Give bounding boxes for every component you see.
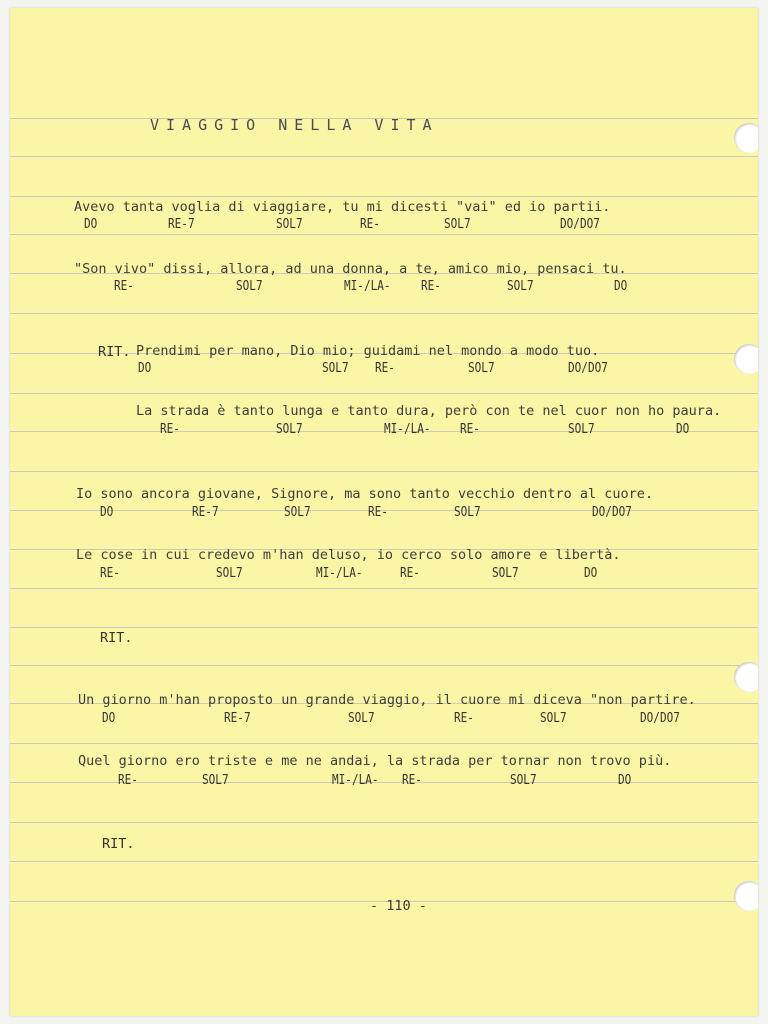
- chord: MI-/LA-: [384, 422, 431, 437]
- chord: RE-: [368, 505, 388, 520]
- chord: MI-/LA-: [344, 279, 391, 294]
- chord-row: [10, 711, 758, 729]
- page-number: - 110 -: [370, 898, 427, 914]
- binder-hole: [734, 662, 758, 692]
- chord: DO/DO7: [560, 217, 600, 232]
- chord: DO: [138, 361, 152, 376]
- binder-hole: [734, 123, 758, 153]
- chord: SOL7: [202, 773, 229, 788]
- chord-row: [10, 566, 758, 584]
- chord: SOL7: [540, 711, 567, 726]
- chord: SOL7: [510, 773, 537, 788]
- chord: RE-: [375, 361, 395, 376]
- chord: SOL7: [568, 422, 595, 437]
- lyric-line: Prendimi per mano, Dio mio; guidami nel mondo a modo tuo.: [136, 343, 600, 359]
- chord: DO: [102, 711, 116, 726]
- chord: SOL7: [276, 217, 303, 232]
- ruled-line: [10, 196, 758, 197]
- chord: DO: [100, 505, 114, 520]
- chord: DO: [676, 422, 690, 437]
- lyric-line: Avevo tanta voglia di viaggiare, tu mi dicesti "vai" ed io partii.: [74, 199, 611, 215]
- chord: RE-: [160, 422, 180, 437]
- chord-row: [10, 773, 758, 791]
- chord: SOL7: [236, 279, 263, 294]
- chord: DO/DO7: [592, 505, 632, 520]
- chord: DO: [84, 217, 98, 232]
- chord: RE-: [118, 773, 138, 788]
- refrain-label: RIT.: [98, 344, 131, 360]
- chord: DO/DO7: [640, 711, 680, 726]
- chord: RE-7: [192, 505, 219, 520]
- song-sheet: [10, 8, 758, 1016]
- refrain-marker: RIT.: [100, 630, 133, 646]
- ruled-line: [10, 471, 758, 472]
- refrain-marker: RIT.: [102, 836, 135, 852]
- chord: RE-: [114, 279, 134, 294]
- chord: SOL7: [216, 566, 243, 581]
- chord: RE-: [454, 711, 474, 726]
- chord: DO: [584, 566, 598, 581]
- ruled-line: [10, 156, 758, 157]
- chord: DO/DO7: [568, 361, 608, 376]
- chord: DO: [614, 279, 628, 294]
- chord: RE-: [460, 422, 480, 437]
- ruled-line: [10, 822, 758, 823]
- ruled-line: [10, 743, 758, 744]
- song-title: VIAGGIO NELLA VITA: [150, 116, 439, 134]
- chord: SOL7: [454, 505, 481, 520]
- chord-row: [10, 422, 758, 440]
- chord: SOL7: [348, 711, 375, 726]
- ruled-line: [10, 861, 758, 862]
- chord-row: [10, 505, 758, 523]
- chord: DO: [618, 773, 632, 788]
- chord: SOL7: [507, 279, 534, 294]
- ruled-line: [10, 627, 758, 628]
- chord: SOL7: [468, 361, 495, 376]
- lyric-line: La strada è tanto lunga e tanto dura, però con te nel cuor non ho paura.: [136, 403, 722, 419]
- chord: RE-: [402, 773, 422, 788]
- chord-row: [10, 217, 758, 235]
- ruled-line: [10, 393, 758, 394]
- chord: SOL7: [444, 217, 471, 232]
- chord: RE-: [360, 217, 380, 232]
- lyric-line: Io sono ancora giovane, Signore, ma sono tanto vecchio dentro al cuore.: [76, 486, 654, 502]
- chord-row: [10, 279, 758, 297]
- chord-row: [10, 361, 758, 379]
- chord: RE-: [400, 566, 420, 581]
- chord: SOL7: [322, 361, 349, 376]
- chord: SOL7: [492, 566, 519, 581]
- chord: MI-/LA-: [332, 773, 379, 788]
- chord: RE-7: [168, 217, 195, 232]
- chord: SOL7: [284, 505, 311, 520]
- lyric-line: Quel giorno ero triste e me ne andai, la strada per tornar non trovo più.: [78, 753, 672, 769]
- binder-hole: [734, 881, 758, 911]
- lyric-line: Le cose in cui credevo m'han deluso, io cerco solo amore e libertà.: [76, 547, 621, 563]
- ruled-line: [10, 313, 758, 314]
- ruled-line: [10, 588, 758, 589]
- chord: SOL7: [276, 422, 303, 437]
- chord: RE-: [100, 566, 120, 581]
- chord: RE-7: [224, 711, 251, 726]
- ruled-line: [10, 665, 758, 666]
- lyric-line: "Son vivo" dissi, allora, ad una donna, a te, amico mio, pensaci tu.: [74, 261, 627, 277]
- chord: MI-/LA-: [316, 566, 363, 581]
- lyric-line: Un giorno m'han proposto un grande viaggio, il cuore mi diceva "non partire.: [78, 692, 696, 708]
- chord: RE-: [421, 279, 441, 294]
